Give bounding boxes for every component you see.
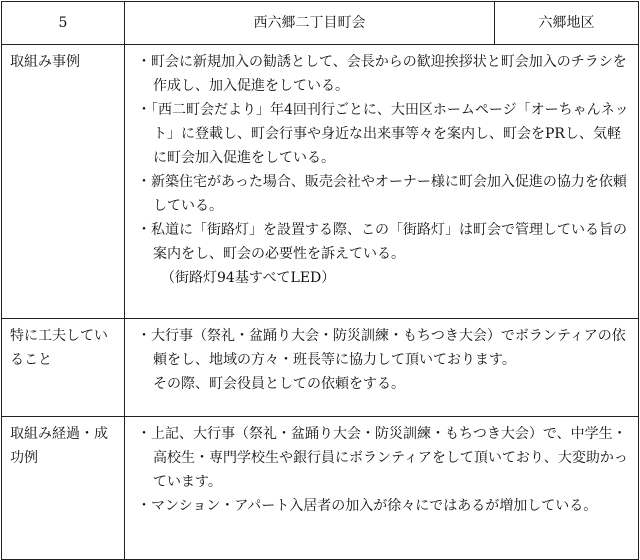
association-name: 西六郷二丁目町会	[125, 2, 495, 45]
section-content	[125, 417, 639, 560]
section-content	[125, 45, 639, 319]
list-item: ・マンション・アパート入居者の加入が徐々にではあるが増加している。	[137, 498, 598, 514]
section-label: 特に工夫していること	[2, 319, 125, 417]
list-item-continuation: その際、町会役員としての依頼をする。	[153, 376, 405, 392]
activity-table	[1, 1, 639, 560]
section-label: 取組み経過・成功例	[2, 417, 125, 560]
entry-number: 5	[2, 2, 125, 45]
section-row-special-efforts	[2, 319, 639, 417]
section-row-progress	[2, 417, 639, 560]
section-content	[125, 319, 639, 417]
list-item: ・「西二町会だより」年4回刊行ごとに、大田区ホームページ「オーちゃんネット」に登載し、町会行事や身近な出来事等々を案内し、町会をPRし、気軽に町会加入促進をしている。	[137, 102, 629, 166]
list-item: ・新築住宅があった場合、販売会社やオーナー様に町会加入促進の協力を依頼している。	[137, 174, 627, 214]
list-note: （街路灯94基すべてLED）	[161, 270, 336, 286]
list-item: ・大行事（祭礼・盆踊り大会・防災訓練・もちつき大会）でボランティアの依頼をし、地域の方々・班長等に協力して頂いております。	[137, 328, 626, 368]
section-row-initiatives	[2, 45, 639, 319]
district-name: 六郷地区	[495, 2, 639, 45]
list-item: ・町会に新規加入の勧誘として、会長からの歓迎挨拶状と町会加入のチラシを作成し、加入促進をしている。	[137, 54, 627, 94]
list-item: ・上記、大行事（祭礼・盆踊り大会・防災訓練・もちつき大会）で、中学生・高校生・専門学校生や銀行員にボランティアをして頂いており、大変助かっています。	[137, 426, 628, 490]
header-row	[2, 2, 639, 45]
list-item: ・私道に「街路灯」を設置する際、この「街路灯」は町会で管理している旨の案内をし、町会の必要性を訴えている。	[137, 222, 627, 262]
section-label: 取組み事例	[2, 45, 125, 319]
